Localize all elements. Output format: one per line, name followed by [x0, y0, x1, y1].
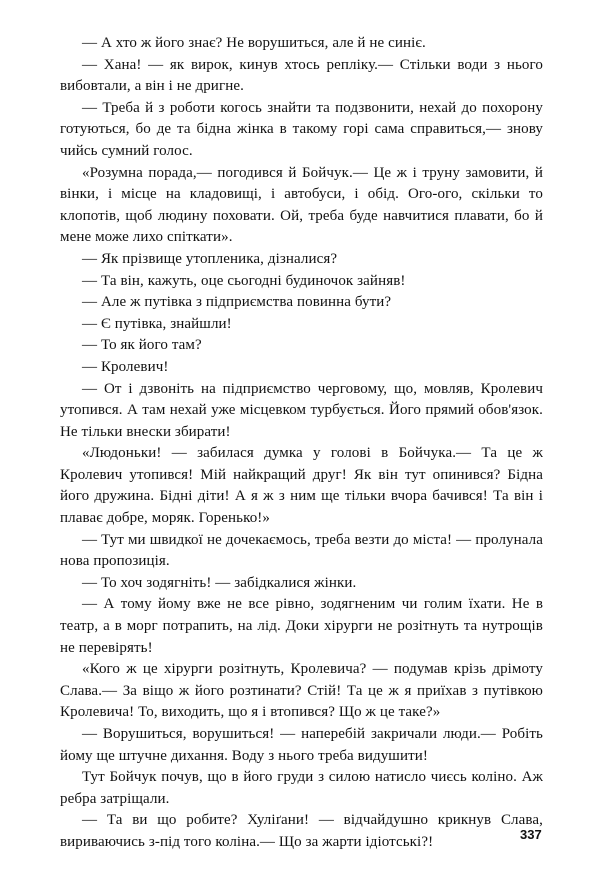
paragraph: — Але ж путівка з підприємства повинна бути? [82, 294, 392, 311]
paragraph: — Кролевич! [82, 358, 169, 375]
text-column [60, 33, 543, 854]
paragraph: — Ворушиться, ворушиться! — наперебій закричали люди.— Робіть йому ще штучне дихання. Воду з нього треба видушити! [60, 726, 543, 764]
paragraph: — Як прізвище утопленика, дізналися? [82, 250, 338, 267]
paragraph: Тут Бойчук почув, що в його груди з силою натисло чиєсь коліно. Аж ребра затріщали. [60, 769, 543, 807]
paragraph: «Кого ж це хірурги розітнуть, Кролевича? — подумав крізь дрімоту Слава.— За віщо ж його розтинати? Стій! Та це ж я приїхав з путівкою Кролевича! То, виходить, що я і втопився? Що ж це таке?» [60, 661, 543, 721]
page-number: 337 [520, 827, 542, 842]
paragraph: — Треба й з роботи когось знайти та подзвонити, нехай до похорону готуються, бо де та бідна жінка в такому горі сама справиться,— знову чийсь сумний голос. [60, 99, 543, 159]
paragraph: — А хто ж його знає? Не ворушиться, але й не синіє. [82, 35, 426, 51]
paragraph: — А тому йому вже не все рівно, зодягненим чи голим їхати. Не в театр, а в морг потрапить, на лід. Доки хірурги не розітнуть та нутрощів не перевірять! [60, 596, 543, 656]
paragraph: — Є путівка, знайшли! [82, 315, 232, 332]
paragraph: — От і дзвоніть на підприємство черговому, що, мовляв, Кролевич утопився. А там нехай уже місцевком турбується. Його прямий обов'язок. Не тільки внески збирати! [60, 380, 543, 440]
paragraph: «Людоньки! — забилася думка у голові в Бойчука.— Та це ж Кролевич утопився! Мій найкращий друг! Як він тут опинився? Бідна його дружина. Бідні діти! А я ж з ним ще тільки вчора бачився! Та він і плаває добре, моряк. Горенько!» [60, 445, 543, 527]
paragraph: — Та він, кажуть, оце сьогодні будиночок зайняв! [82, 272, 406, 289]
paragraph: — Та ви що робите? Хуліґани! — відчайдушно крикнув Слава, вириваючись з-під того коліна.— Що за жарти ідіотські?! [60, 812, 543, 850]
paragraph: — Хана! — як вирок, кинув хтось репліку.— Стільки води з нього вибовтали, а він і не дригне. [60, 56, 543, 95]
paragraph: — Тут ми швидкої не дочекаємось, треба везти до міста! — пролунала нова пропозиція. [60, 531, 543, 570]
paragraph: «Розумна порада,— погодився й Бойчук.— Це ж і труну замовити, й вінки, і місце на кладовищі, і автобуси, і обід. Ого-ого, скільки то клопотів, щоб людину поховати. Ой, треба буде навчитися плавати, бо й мене може лихо спіткати». [60, 164, 543, 246]
paragraph: — То як його там? [82, 337, 202, 354]
paragraph: — То хоч зодягніть! — забідкалися жінки. [82, 574, 357, 591]
